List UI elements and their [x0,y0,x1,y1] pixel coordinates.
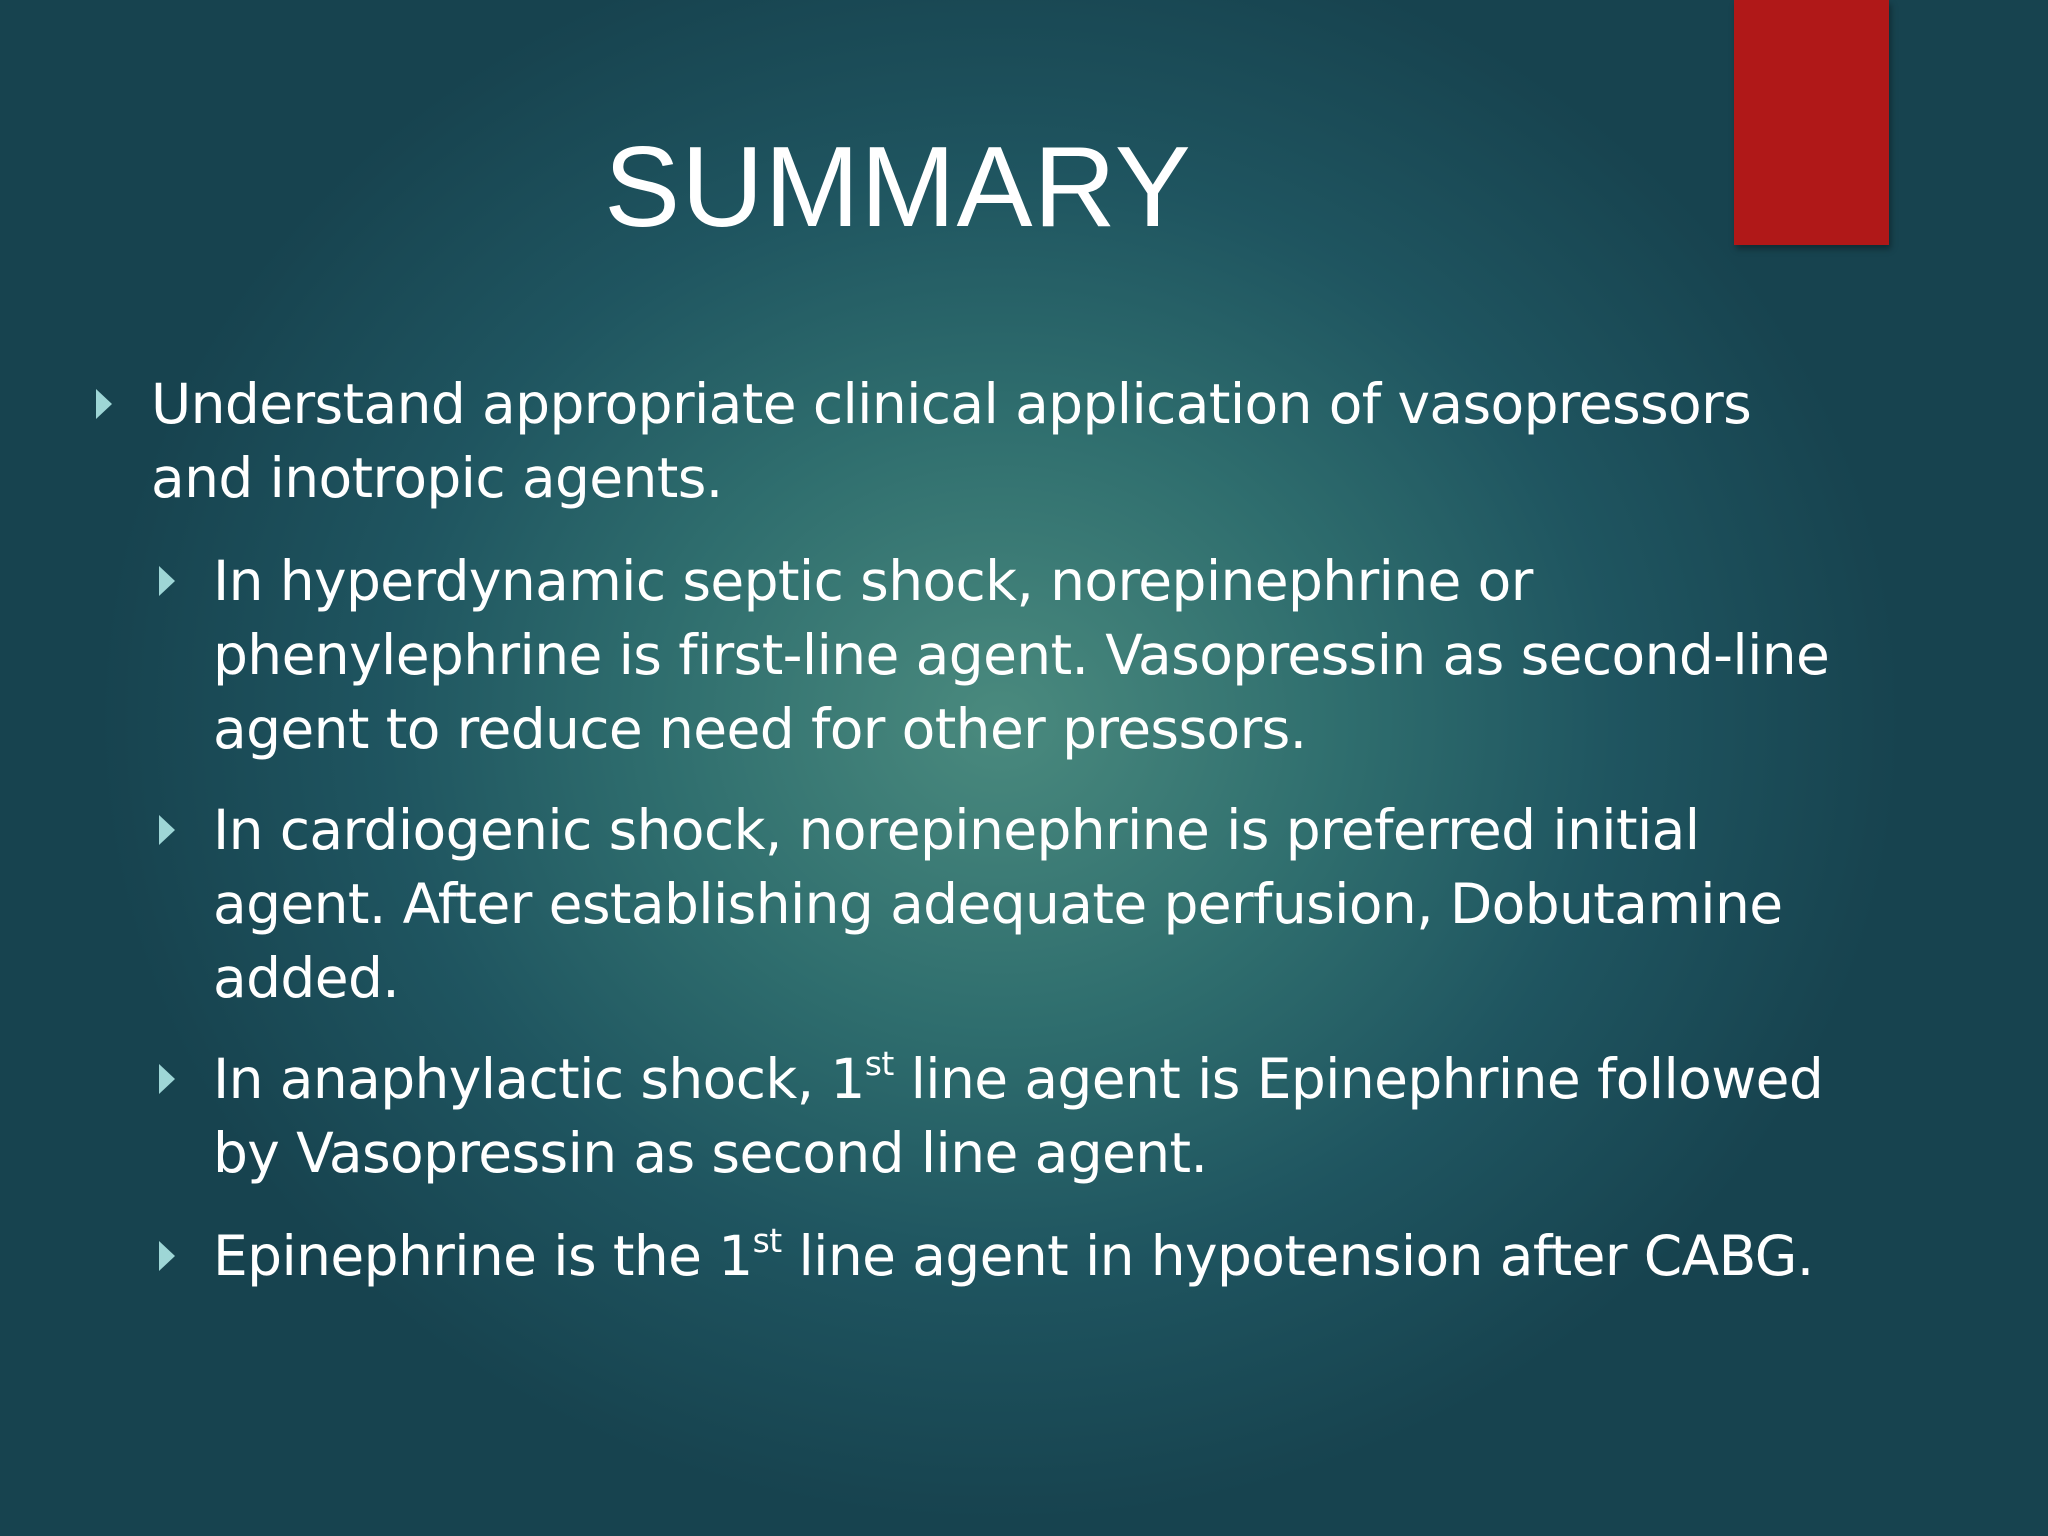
triangle-right-icon [159,566,175,596]
bullet-line: agent to reduce need for other pressors. [213,697,1307,761]
bullet-line: In hyperdynamic septic shock, norepinephrine or [213,549,1533,613]
bullet-text: line agent is Epinephrine followed [893,1047,1824,1111]
triangle-right-icon [96,389,112,419]
superscript: st [752,1220,782,1260]
sub-bullet-item [213,1219,1814,1293]
bullet-line [213,1042,1823,1116]
superscript: st [864,1043,894,1083]
triangle-right-icon [159,815,175,845]
slide-title: SUMMARY [604,124,1192,251]
bullet-text: Epinephrine is the 1 [213,1224,753,1288]
bullet-line [213,1219,1814,1293]
triangle-right-icon [159,1241,175,1271]
sub-bullet-item [213,1042,1823,1190]
bullet-line: agent. After establishing adequate perfusion, Dobutamine [213,872,1783,936]
bullet-line: by Vasopressin as second line agent. [213,1121,1208,1185]
triangle-right-icon [159,1064,175,1094]
bullet-line: In cardiogenic shock, norepinephrine is preferred initial [213,798,1700,862]
bullet-line: added. [213,946,400,1010]
bullet-item [151,367,1751,515]
bullet-text: In anaphylactic shock, 1 [213,1047,865,1111]
sub-bullet-item [213,544,1829,766]
sub-bullet-item [213,793,1782,1015]
bullet-line: phenylephrine is first-line agent. Vasopressin as second-line [213,623,1830,687]
bullet-line: Understand appropriate clinical application of vasopressors [151,372,1752,436]
bullet-text: line agent in hypotension after CABG. [781,1224,1814,1288]
bullet-line: and inotropic agents. [151,446,723,510]
